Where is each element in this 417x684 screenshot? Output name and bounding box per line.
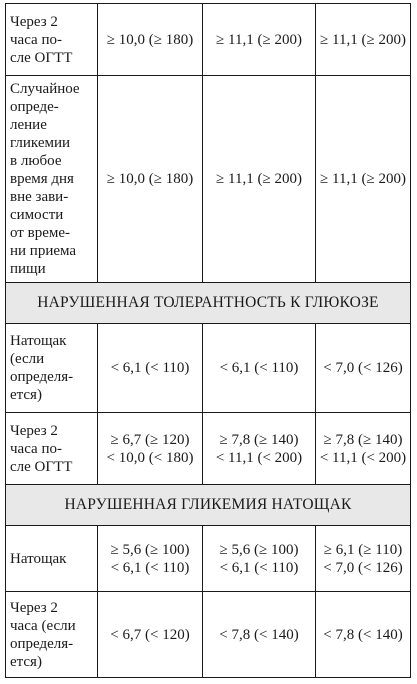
table-cell: ≥ 10,0 (≥ 180) bbox=[98, 76, 203, 283]
table-cell: < 7,8 (< 140) bbox=[316, 592, 411, 678]
table-row bbox=[6, 413, 411, 485]
row-label: Через 2 часа по- сле ОГТТ bbox=[6, 4, 98, 76]
table-cell: ≥ 5,6 (≥ 100) < 6,1 (< 110) bbox=[203, 526, 316, 592]
table-cell: ≥ 10,0 (≥ 180) bbox=[98, 4, 203, 76]
row-label: Натощак bbox=[6, 526, 98, 592]
section-header-row bbox=[6, 283, 411, 324]
table-row bbox=[6, 526, 411, 592]
section-header-row bbox=[6, 485, 411, 526]
table-row bbox=[6, 592, 411, 678]
criteria-table bbox=[5, 3, 411, 678]
table-cell: < 7,0 (< 126) bbox=[316, 324, 411, 413]
table-cell: ≥ 11,1 (≥ 200) bbox=[203, 4, 316, 76]
row-label: Случайное опреде- ление гликемии в любое время дня вне зави- симости от време- ни приема пищи bbox=[6, 76, 98, 283]
table-row bbox=[6, 324, 411, 413]
table-cell: ≥ 7,8 (≥ 140) < 11,1 (< 200) bbox=[316, 413, 411, 485]
section-title-ifg: НАРУШЕННАЯ ГЛИКЕМИЯ НАТОЩАК bbox=[6, 485, 411, 526]
row-label: Через 2 часа по- сле ОГТТ bbox=[6, 413, 98, 485]
table-cell: ≥ 11,1 (≥ 200) bbox=[203, 76, 316, 283]
table-cell: ≥ 6,1 (≥ 110) < 7,0 (< 126) bbox=[316, 526, 411, 592]
table-cell: < 6,1 (< 110) bbox=[98, 324, 203, 413]
table-cell: ≥ 6,7 (≥ 120) < 10,0 (< 180) bbox=[98, 413, 203, 485]
table-cell: < 6,7 (< 120) bbox=[98, 592, 203, 678]
table-row bbox=[6, 76, 411, 283]
table-cell: < 7,8 (< 140) bbox=[203, 592, 316, 678]
table-cell: ≥ 11,1 (≥ 200) bbox=[316, 4, 411, 76]
row-label: Через 2 часа (если определя- ется) bbox=[6, 592, 98, 678]
row-label: Натощак (если определя- ется) bbox=[6, 324, 98, 413]
table-cell: ≥ 11,1 (≥ 200) bbox=[316, 76, 411, 283]
table-cell: ≥ 7,8 (≥ 140) < 11,1 (< 200) bbox=[203, 413, 316, 485]
table-cell: < 6,1 (< 110) bbox=[203, 324, 316, 413]
section-title-igt: НАРУШЕННАЯ ТОЛЕРАНТНОСТЬ К ГЛЮКОЗЕ bbox=[6, 283, 411, 324]
table-cell: ≥ 5,6 (≥ 100) < 6,1 (< 110) bbox=[98, 526, 203, 592]
table-row bbox=[6, 4, 411, 76]
